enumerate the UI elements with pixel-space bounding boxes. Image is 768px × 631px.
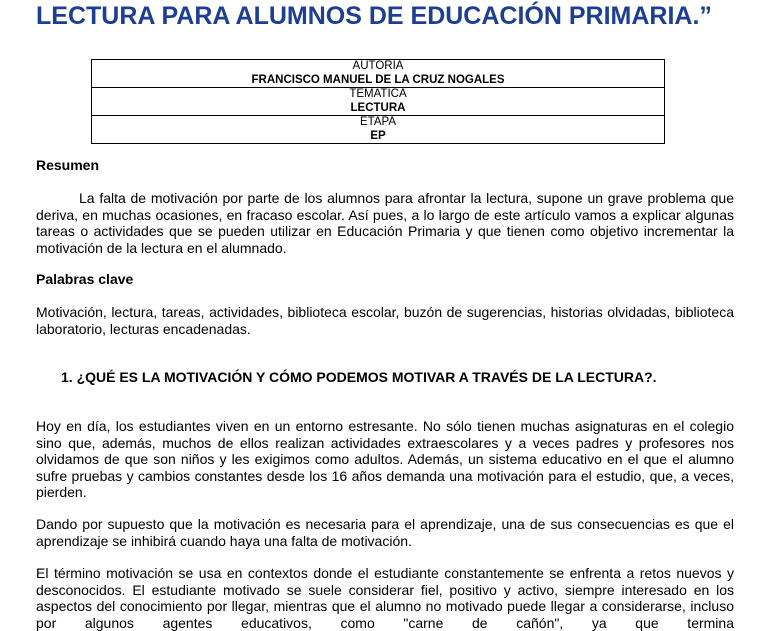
- section-1-heading: 1. ¿QUÉ ES LA MOTIVACIÓN Y CÓMO PODEMOS MOTIVAR A TRAVÉS DE LA LECTURA?.: [61, 369, 657, 385]
- metadata-row-tematica: [92, 88, 665, 116]
- metadata-table: [91, 59, 665, 144]
- body-paragraph-1: Hoy en día, los estudiantes viven en un entorno estresante. No sólo tienen muchas asignaturas en el colegio sino que, además, muchos de ellos realizan actividades extraescolares y a veces padres y profesores nos olvidamos de que son niños y les exigimos como adultos. Además, un sistema educativo en el que el alumno sufre pruebas y cambios constantes desde los 16 años demanda una motivación para el estudio, que, a veces, pierden.: [36, 418, 734, 500]
- document-title: LECTURA PARA ALUMNOS DE EDUCACIÓN PRIMARIA.”: [36, 2, 712, 30]
- metadata-value-stage: EP: [370, 129, 386, 142]
- body-paragraph-3: El término motivación se usa en contextos donde el estudiante constantemente se enfrenta a retos nuevos y desconocidos. El estudiante motivado se suele considerar fiel, positivo y activo, siempre interesado en los aspectos del conocimiento por llegar, mientras que el alumno no motivado puede llegar a considerarse, incluso por algunos agentes educativos, como "carne de cañón", ya que termina: [36, 565, 734, 631]
- body-paragraph-2: Dando por supuesto que la motivación es necesaria para el aprendizaje, una de sus consecuencias es que el aprendizaje se inhibirá cuando haya una falta de motivación.: [36, 516, 734, 549]
- metadata-row-autoria: [92, 60, 665, 88]
- metadata-label-etapa: ETAPA: [360, 116, 396, 128]
- keywords-heading: Palabras clave: [36, 271, 134, 287]
- metadata-value-author: FRANCISCO MANUEL DE LA CRUZ NOGALES: [251, 73, 505, 86]
- metadata-row-etapa: [92, 116, 665, 144]
- metadata-value-topic: LECTURA: [350, 101, 406, 114]
- resumen-heading: Resumen: [36, 157, 100, 173]
- resumen-paragraph: La falta de motivación por parte de los alumnos para afrontar la lectura, supone un grave problema que deriva, en muchas ocasiones, en fracaso escolar. Así pues, a lo largo de este artículo vamos a explicar algunas tareas o actividades que se pueden utilizar en Educación Primaria y que tienen como objetivo incrementar la motivación de la lectura en el alumnado.: [36, 190, 734, 256]
- metadata-label-tematica: TEMATICA: [349, 88, 407, 100]
- metadata-label-autoria: AUTORIA: [352, 60, 404, 72]
- keywords-paragraph: Motivación, lectura, tareas, actividades, biblioteca escolar, buzón de sugerencias, historias olvidadas, biblioteca laboratorio, lecturas encadenadas.: [36, 304, 734, 337]
